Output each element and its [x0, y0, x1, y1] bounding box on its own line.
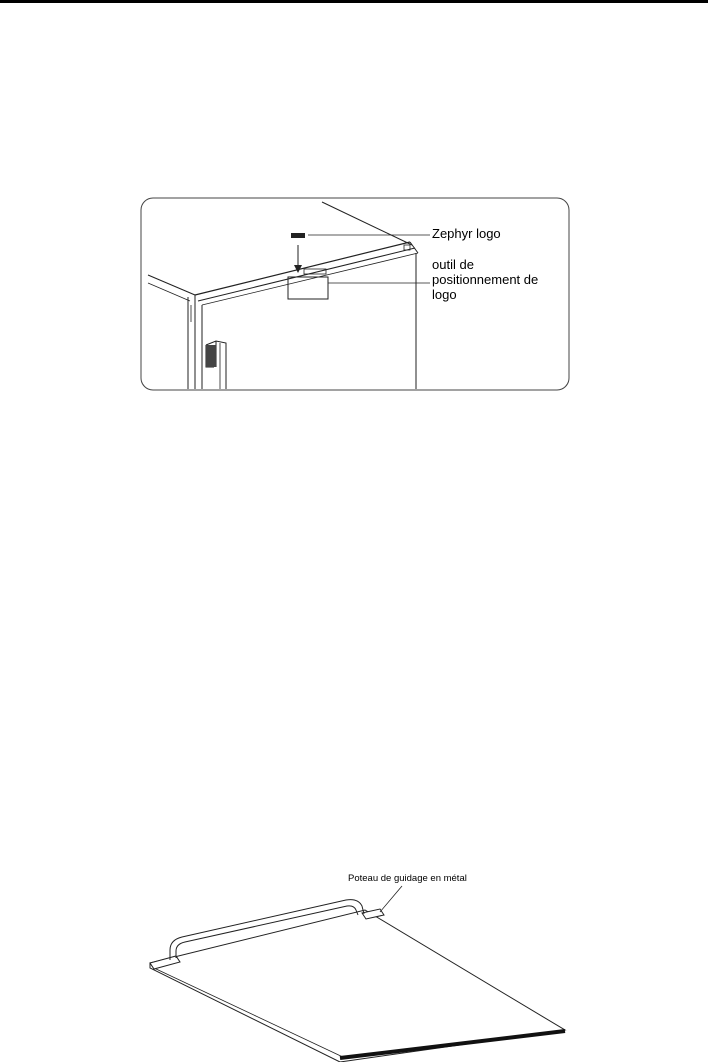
guide-post-callout: Poteau de guidage en métal — [348, 873, 467, 884]
header-rule — [0, 0, 708, 3]
shelf-drawing — [140, 868, 580, 1062]
shelf-figure — [140, 868, 580, 1062]
zephyr-logo-callout: Zephyr logo — [432, 226, 501, 241]
positioning-tool-callout: outil de positionnement de logo — [432, 257, 539, 302]
